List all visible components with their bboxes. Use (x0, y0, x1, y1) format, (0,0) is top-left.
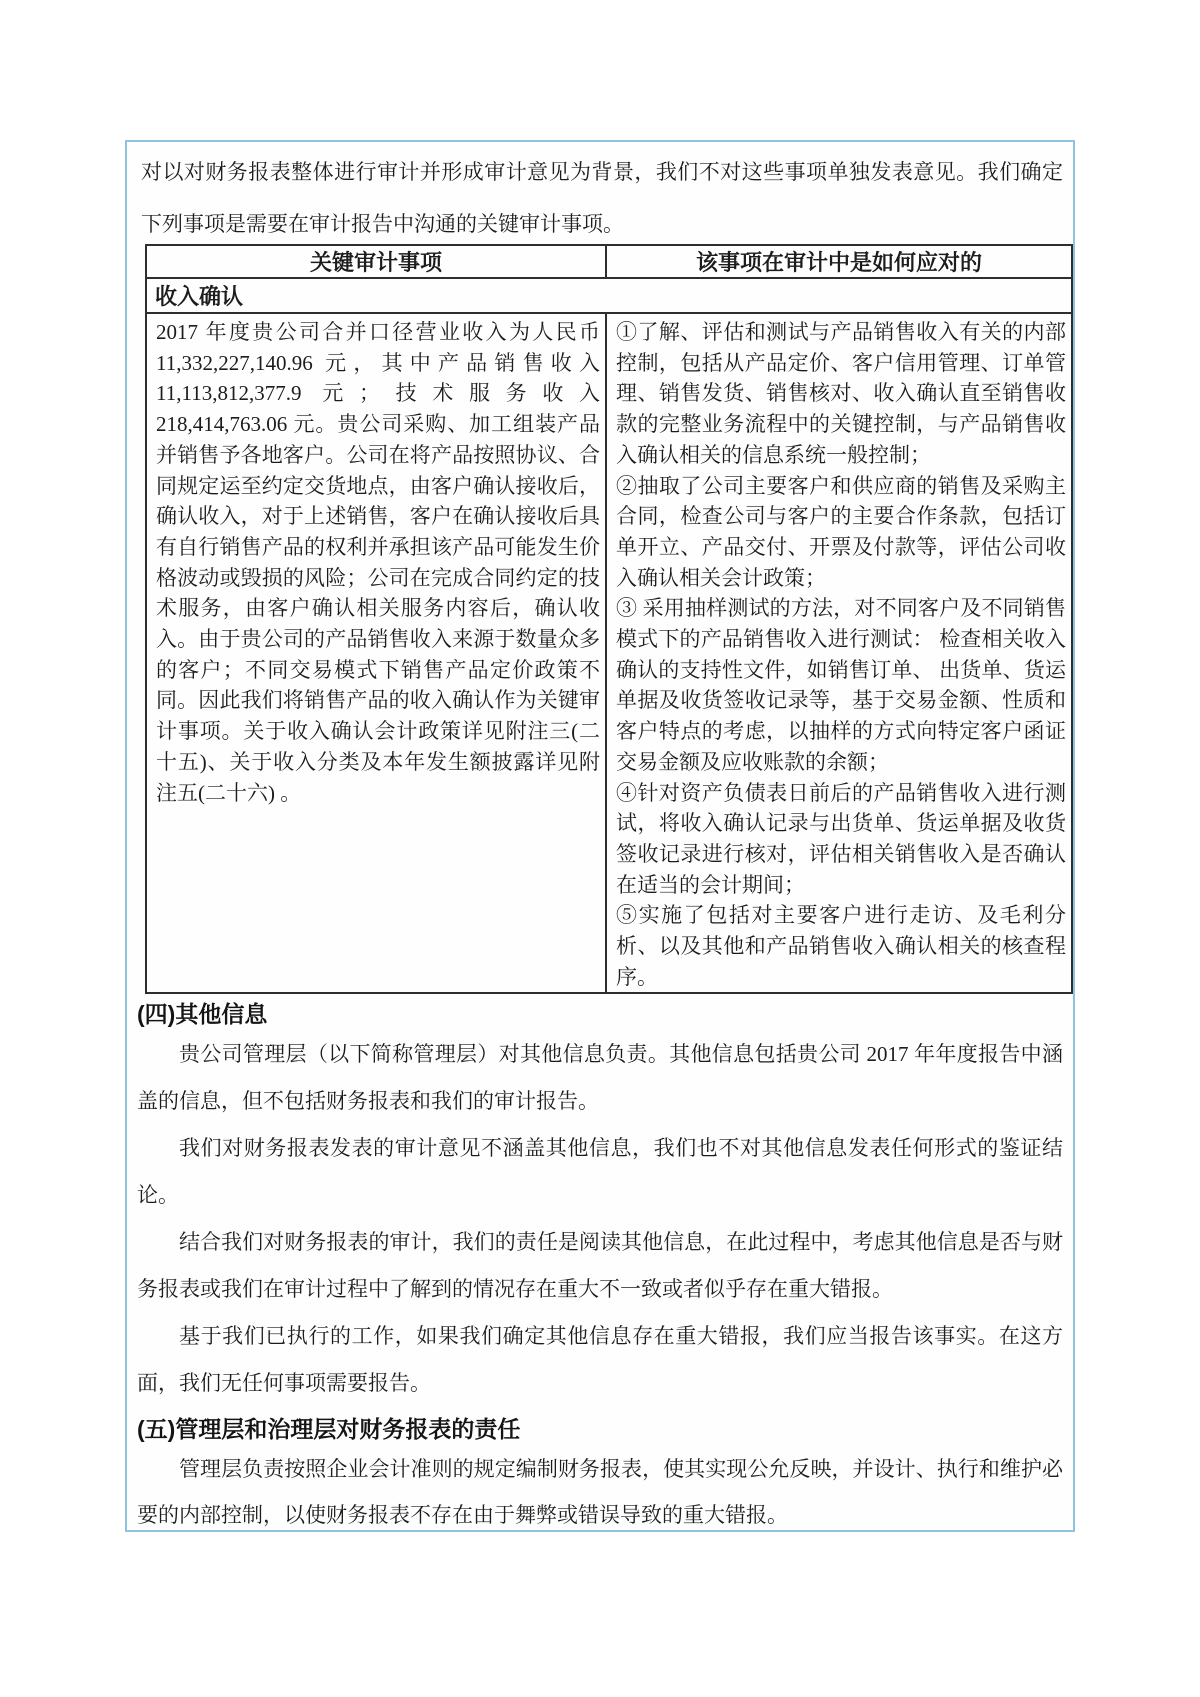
row-title-revenue-recognition: 收入确认 (146, 278, 1072, 313)
section4-paragraph-4: 基于我们已执行的工作，如果我们确定其他信息存在重大错报，我们应当报告该事实。在这方面，我们无任何事项需要报告。 (137, 1324, 1063, 1396)
page-content (127, 142, 1073, 1532)
kam-description-cell (146, 313, 606, 993)
intro-paragraph: 对以对财务报表整体进行审计并形成审计意见为背景，我们不对这些事项单独发表意见。我们确定下列事项是需要在审计报告中沟通的关键审计事项。 (141, 160, 1063, 236)
section4-paragraph-1: 贵公司管理层（以下简称管理层）对其他信息负责。其他信息包括贵公司 2017 年年度报告中涵盖的信息，但不包括财务报表和我们的审计报告。 (137, 1042, 1063, 1114)
table-header-key-audit-matter: 关键审计事项 (146, 245, 606, 278)
table-subtitle-row (146, 278, 1072, 313)
response-item-2: ②抽取了公司主要客户和供应商的销售及采购主合同，检查公司与客户的主要合作条款，包括订单开立、产品交付、开票及付款等，评估公司收入确认相关会计政策； (616, 473, 1066, 590)
table-header-audit-response: 该事项在审计中是如何应对的 (606, 245, 1072, 278)
kam-description-text: 2017 年度贵公司合并口径营业收入为人民币 11,332,227,140.96 元，其中产品销售收入 11,113,812,377.9 元；技术服务收入 218,414,763.06 元。贵公司采购、加工组装产品并销售予各地客户。公司在将产品按照协议、合同规定运至约定交货地点，由客户确认接收后，确认收入，对于上述销售，客户在确认接收后具有自行销售产品的权利并承担该产品可能发生价格波动或毁损的风险；公司在完成合同约定的技术服务，由客户确认相关服务内容后，确认收入。由于贵公司的产品销售收入来源于数量众多的客户；不同交易模式下销售产品定价政策不同。因此我们将销售产品的收入确认作为关键审计事项。关于收入确认会计政策详见附注三(二十五)、关于收入分类及本年发生额披露详见附注五(二十六) 。 (156, 320, 600, 805)
page-border-frame (125, 140, 1075, 1532)
response-item-5: ⑤实施了包括对主要客户进行走访、及毛利分析、以及其他和产品销售收入确认相关的核查程序。 (616, 903, 1066, 989)
response-item-4: ④针对资产负债表日前后的产品销售收入进行测试，将收入确认记录与出货单、货运单据及收货签收记录进行核对，评估相关销售收入是否确认在适当的会计期间； (616, 780, 1066, 897)
section4-heading: (四)其他信息 (137, 1001, 268, 1028)
key-audit-matters-table (145, 244, 1073, 994)
table-body-row (146, 313, 1072, 993)
section4-paragraph-3: 结合我们对财务报表的审计，我们的责任是阅读其他信息，在此过程中，考虑其他信息是否与财务报表或我们在审计过程中了解到的情况存在重大不一致或者似乎存在重大错报。 (137, 1230, 1063, 1302)
response-item-1: ①了解、评估和测试与产品销售收入有关的内部控制，包括从产品定价、客户信用管理、订单管理、销售发货、销售核对、收入确认直至销售收款的完整业务流程中的关键控制，与产品销售收入确认相关的信息系统一般控制； (616, 320, 1066, 467)
section5-heading: (五)管理层和治理层对财务报表的责任 (137, 1416, 521, 1443)
section4-paragraph-2: 我们对财务报表发表的审计意见不涵盖其他信息，我们也不对其他信息发表任何形式的鉴证结论。 (137, 1136, 1063, 1208)
response-item-3: ③ 采用抽样测试的方法，对不同客户及不同销售模式下的产品销售收入进行测试： 检查相关收入确认的支持性文件，如销售订单、 出货单、货运单据及收货签收记录等，基于交易金额、性质和客户特点的考虑，以抽样的方式向特定客户函证交易金额及应收账款的余额； (616, 596, 1066, 774)
kam-response-cell (606, 313, 1072, 993)
section5-paragraph-1: 管理层负责按照企业会计准则的规定编制财务报表，使其实现公允反映，并设计、执行和维护必要的内部控制，以使财务报表不存在由于舞弊或错误导致的重大错报。 (137, 1457, 1063, 1528)
